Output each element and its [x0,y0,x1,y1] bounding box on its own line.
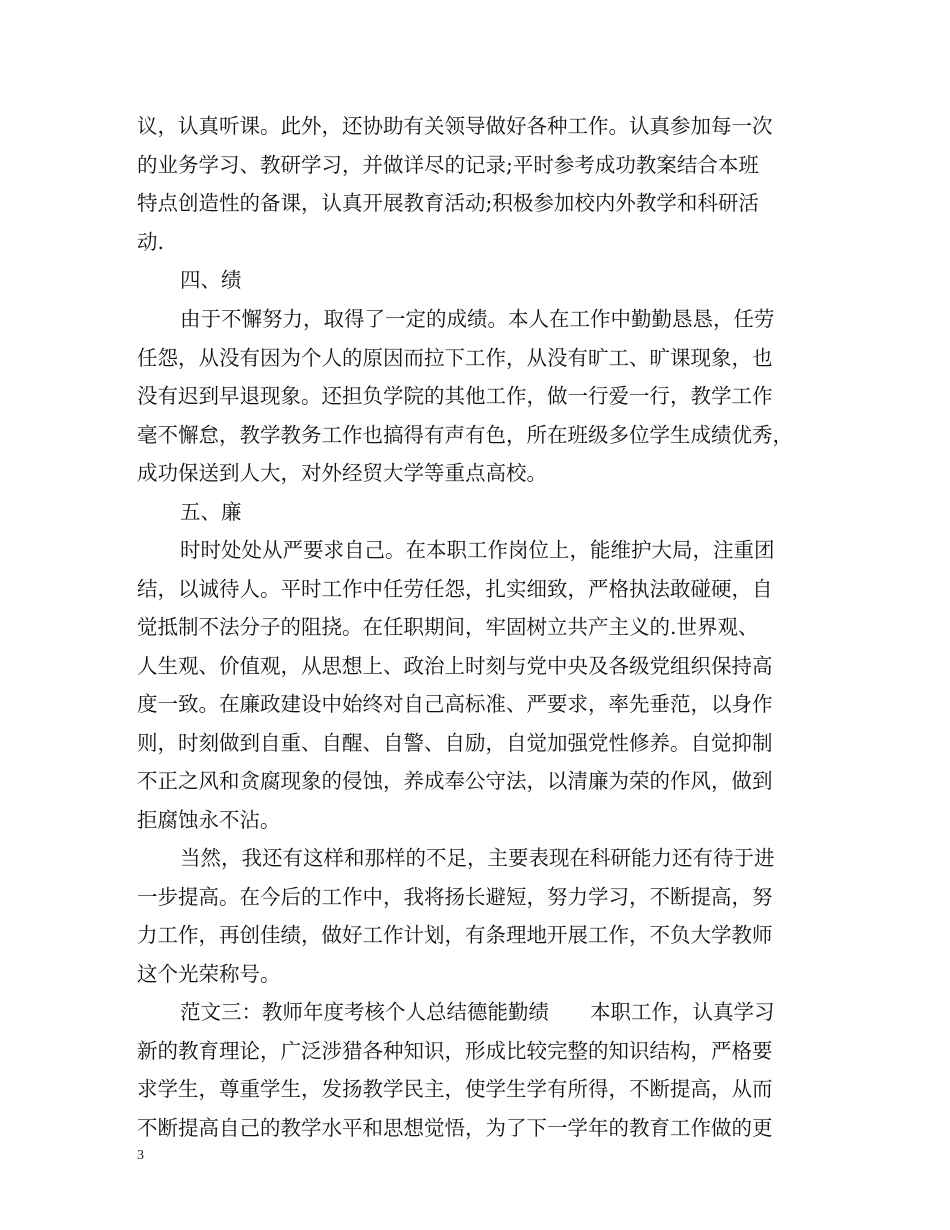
paragraph-line: 觉抵制不法分子的阻挠。在任职期间，牢固树立共产主义的.世界观、 [137,615,759,639]
paragraph-line: 力工作，再创佳绩，做好工作计划，有条理地开展工作，不负大学教师 [137,923,773,947]
paragraph-line: 拒腐蚀永不沾。 [137,808,281,832]
paragraph-line: 结，以诚待人。平时工作中任劳任怨，扎实细致，严格执法敢碰硬，自 [137,577,773,601]
paragraph-line: 动. [137,230,165,254]
paragraph-line: 的业务学习、教研学习，并做详尽的记录;平时参考成功教案结合本班 [137,153,759,177]
paragraph-line: 新的教育理论，广泛涉猎各种知识，形成比较完整的知识结构，严格要 [137,1039,773,1063]
paragraph-line: 当然，我还有这样和那样的不足，主要表现在科研能力还有待于进 [180,846,775,870]
page-number: 3 [137,1148,144,1163]
paragraph-line: 人生观、价值观，从思想上、政治上时刻与党中央及各级党组织保持高 [137,654,773,678]
paragraph-line: 时时处处从严要求自己。在本职工作岗位上，能维护大局，注重团 [180,538,775,562]
paragraph-line: 成功保送到人大，对外经贸大学等重点高校。 [137,461,547,485]
paragraph-line: 不断提高自己的教学水平和思想觉悟，为了下一学年的教育工作做的更 [137,1116,773,1140]
paragraph-line: 没有迟到早退现象。还担负学院的其他工作，做一行爱一行，教学工作 [137,384,773,408]
paragraph-line: 度一致。在廉政建设中始终对自己高标准、严要求，率先垂范，以身作 [137,692,773,716]
paragraph-line: 范文三：教师年度考核个人总结德能勤绩 本职工作，认真学习 [180,1000,775,1024]
paragraph-line: 这个光荣称号。 [137,962,281,986]
paragraph-line: 不正之风和贪腐现象的侵蚀，养成奉公守法，以清廉为荣的作风，做到 [137,769,773,793]
paragraph-line: 求学生，尊重学生，发扬教学民主，使学生学有所得，不断提高，从而 [137,1077,773,1101]
paragraph-line: 毫不懈怠，教学教务工作也搞得有声有色，所在班级多位学生成绩优秀， [137,423,793,447]
paragraph-line: 一步提高。在今后的工作中，我将扬长避短，努力学习，不断提高，努 [137,885,773,909]
section-heading: 四、绩 [180,268,242,292]
paragraph-line: 特点创造性的备课，认真开展教育活动;积极参加校内外教学和科研活 [137,191,759,215]
paragraph-line: 则，时刻做到自重、自醒、自警、自励，自觉加强党性修养。自觉抑制 [137,731,773,755]
section-heading: 五、廉 [180,500,242,524]
paragraph-line: 议，认真听课。此外，还协助有关领导做好各种工作。认真参加每一次 [137,114,773,138]
paragraph-line: 任怨，从没有因为个人的原因而拉下工作，从没有旷工、旷课现象，也 [137,346,773,370]
paragraph-line: 由于不懈努力，取得了一定的成绩。本人在工作中勤勤恳恳，任劳 [180,307,775,331]
